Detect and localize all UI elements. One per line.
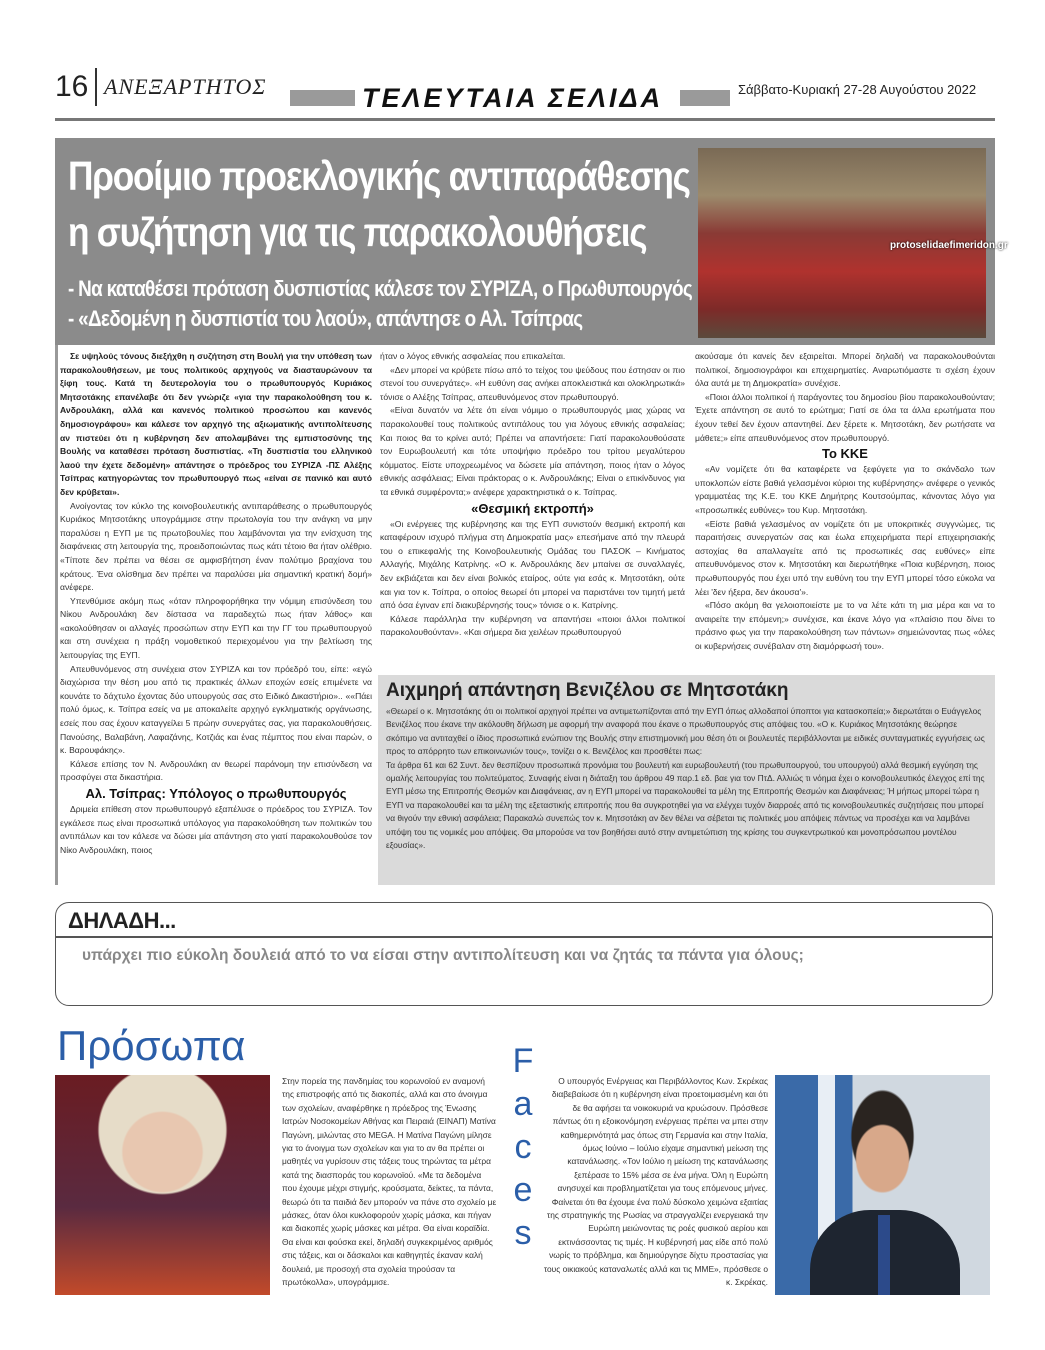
column-border: [55, 345, 58, 885]
paragraph: Κάλεσε παράλληλα την κυβέρνηση να απαντήσει «ποιοι άλλοι πολιτικοί παρακολουθούνταν». «Και σήμερα δια χειλέων πρωθυπουργού: [380, 613, 685, 638]
article-column-3: [695, 350, 995, 653]
article-column-1: [60, 350, 372, 857]
paragraph: «Δεν μπορεί να κρύβετε πίσω από το τείχος του ψεύδους που έστησαν οι πιο στενοί του συνεργάτες». «Η ευθύνη σας ανήκει αποκλειστικά και ολοκληρωτικά» τόνισε ο Αλέξης Τσίπρας, απευθυνόμενος στον πρωθυπουργό.: [380, 364, 685, 402]
paragraph: «Ποιοι άλλοι πολιτικοί ή παράγοντες του δημοσίου βίου παρακολουθούνταν; Έχετε απάντηση σε αυτό το ερώτημα; Γιατί σε όλα τα άλλα ερωτήματα που έχουν τεθεί δεν έχουν απαντηθεί. Δεν ξέρετε κ. Μητσοτάκη, δεν ρωτήσατε να μάθετε;» είπε απευθυνόμενος στον πρωθυπουργό.: [695, 391, 995, 443]
newspaper-name: ΑΝΕΞΑΡΤΗΤΟΣ: [104, 74, 267, 99]
subheadline: - Να καταθέσει πρόταση δυσπιστίας κάλεσε τον ΣΥΡΙΖΑ, ο Πρωθυπουργός: [68, 276, 693, 301]
paragraph: Απευθυνόμενος στη συνέχεια στον ΣΥΡΙΖΑ και τον πρόεδρό του, είπε: «εγώ διαχώρισα την θέση μου από τις πρακτικές άλλων εποχών εσείς επιμένετε να κουνάτε το δάχτυλο έχοντας δύο υπουργούς σας στο Ειδικό Δικαστήριο».. ««Πάει πολύ όμως, κ. Τσίπρα εσείς να με αποκαλείτε αρχηγό εγκληματικής οργάνωσης, εσείς που σας έχουν καταγγείλει 5 πρώην συνεργάτες σας, για παρακολουθήσεις. Πανούσης, Βαλαβάνη, Λαφαζάνης, Κοτζιάς και ένας πέμπτος που είναι παρών, ο κ. Βαρουφάκης».: [60, 663, 372, 756]
paragraph: Δριμεία επίθεση στον πρωθυπουργό εξαπέλυσε ο πρόεδρος του ΣΥΡΙΖΑ. Τον εγκάλεσε πως είναι προσωπικά υπόλογος για παρακολούθηση των πολιτικών του αντιπάλων και τον κάλεσε να δώσει μία απάντηση στο γιατί παρακολουθούσε τον Νίκο Ανδρουλάκη, ποιος: [60, 804, 372, 855]
paragraph: «Πόσο ακόμη θα γελοιοποιείστε με το να λέτε κάτι τη μια μέρα και να το αναιρείτε την επόμενη;» συνέχισε, και έκανε λόγο για «πλαίσιο που δίνει το πράσινο φως για την παρακολούθηση των πάντων» σημειώνοντας πως «όλες οι κυβερνήσεις συνέβαλαν στη διαμόρφωσή του».: [695, 600, 995, 651]
letter: a: [513, 1085, 533, 1123]
diladi-heading: ΔΗΛΑΔΗ...: [68, 908, 176, 933]
letter: s: [514, 1214, 532, 1252]
paragraph: ακούσαμε ότι κανείς δεν εξαιρείται. Μπορεί δηλαδή να παρακολουθούνται πολιτικοί, δημοσιογράφοι και επιχειρηματίες. Αναρωτιόμαστε τι σχέση έχουν όλα αυτά με τη Δημοκρατία» συνέχισε.: [695, 351, 995, 389]
paragraph: «Είναι δυνατόν να λέτε ότι είναι νόμιμο ο πρωθυπουργός μιας χώρας να παρακολουθεί τους πολιτικούς αντιπάλους του για λόγους εθνικής ασφαλείας; Και ποιος θα το κρίνει αυτό; Πρέπει να απαντήσετε: Γιατί παρακολουθούσατε τον Ευρωβουλευτή και τότε υποψήφιο πρόεδρο του τρίτου μεγαλύτερου κόμματος. Είστε υποχρεωμένος να δώσετε μία απάντηση, ποιος ήταν ο λόγος εθνικής ασφάλειας; Είναι πράκτορας ο κ. Ανδρουλάκης; Είναι ο επικίνδυνος για τα εθνικά συμφέροντα;» ανέφερε χαρακτηριστικά ο κ. Τσίπρας.: [380, 405, 685, 497]
paragraph: «Οι ενέργειες της κυβέρνησης και της ΕΥΠ συνιστούν θεσμική εκτροπή και καταφέρουν ισχυρό πλήγμα στη Δημοκρατία μας» επεσήμανε από την πλευρά του ο επικεφαλής της Κοινοβουλευτικής Ομάδας του ΠΑΣΟΚ – Κινήματος Αλλαγής, Μιχάλης Κατρίνης. «Ο κ. Ανδρουλάκης δεν μπαίνει σε συναλλαγές, δεν εκβιάζεται και δεν είναι βολικός εταίρος, ούτε για εσάς κ. Μητσοτάκη, ούτε και για τον κ. Τσίπρα, ο οποίος θεωρεί ότι μπορεί να παριστάνει τον τιμητή μετά από όσα έγιναν επί διακυβέρνησής τους» τόνισε ο κ. Κατρίνης.: [380, 518, 685, 611]
box-text: [386, 705, 990, 852]
box-heading: Αιχμηρή απάντηση Βενιζέλου σε Μητσοτάκη: [386, 680, 789, 701]
divider: [55, 936, 993, 938]
divider: [95, 68, 97, 106]
lead-paragraph: Σε υψηλούς τόνους διεξήχθη η συζήτηση στη Βουλή για την υπόθεση των παρακολουθήσεων, με τους πολιτικούς αρχηγούς να διασταυρώνουν τα ξίφη τους. Κατά τη δευτερολογία του ο πρωθυπουργός Κυριάκος Μητσοτάκης επανέλαβε ότι δεν γνώριζε «για την παρακολούθηση του κ. Ανδρουλάκη, αλλά και κανενός πολιτικού προσώπου και κανενός δημοσιογράφου» και κάλεσε τον αρχηγό της αξιωματικής αντιπολίτευσης αν πιστεύει ότι η κυβέρνηση δεν απολαμβάνει της εμπιστοσύνης της Βουλής να καταθέσει πρόταση δυσπιστίας. «Τη δυσπιστία του ελληνικού λαού την έχετε δεδομένη» απάντησε ο πρόεδρος του ΣΥΡΙΖΑ -ΠΣ Αλέξης Τσίπρας κατηγορώντας τον πρωθυπουργό πως «είναι σε πανικό και αυτό δεν κρύβεται».: [60, 351, 372, 497]
paragraph: ήταν ο λόγος εθνικής ασφαλείας που επικαλείται.: [380, 351, 566, 361]
issue-date: Σάββατο-Κυριακή 27-28 Αυγούστου 2022: [738, 82, 977, 97]
pagoni-text: Στην πορεία της πανδημίας του κορωνοϊού εν αναμονή της επιστροφής από τις διακοπές, αλλά και στο άνοιγμα των σχολείων, αναφέρθηκε η πρόεδρος της Ένωσης Ιατρών Νοσοκομείων Αθήνας και Πειραιά (ΕΙΝΑΠ) Ματίνα Παγώνη, μιλώντας στο MEGA. Η Ματίνα Παγώνη μίλησε για το άνοιγμα των σχολείων και για το αν θα πρέπει οι μαθητές να γυρίσουν στις τάξεις τους τηρώντας τα μέτρα κατά της διασποράς του κορωνοϊού. «Με τα δεδομένα που έχουμε μέχρι στιγμής, κρούσματα, δείκτες, τα πάντα, θεωρώ ότι τα παιδιά δεν μπορούν να πάνε στο σχολείο με μάσκες, όταν όλοι κυκλοφορούν χωρίς μάσκα, και πήγαν και διακοπές χωρίς μάσκες και μέτρα. Θα είναι κοραϊδία. Θα είναι και φούσκα εκεί, δηλαδή συγκεκριμένος αριθμός στις τάξεις, και οι δάσκαλοι και καθηγητές έκαναν καλή δουλειά, με προσοχή στα σχολεία τηρούσαν τα πρωτόκολλα», υπογράμμισε.: [282, 1076, 497, 1288]
letter: e: [513, 1171, 533, 1209]
header-bar: [680, 90, 730, 106]
section-title: ΤΕΛΕΥΤΑΙΑ ΣΕΛΙΔΑ: [362, 83, 664, 113]
article-column-2: [380, 350, 685, 640]
paragraph: Ανοίγοντας τον κύκλο της κοινοβουλευτικής αντιπαράθεσης ο πρωθυπουργός Κυριάκος Μητσοτάκης υπογράμμισε στην πρωτολογία του την ανάγκη να μην παραλύσει η ΕΥΠ με τις πρωτοβουλίες που λαμβάνονται για την ενίσχυση της διαφάνειας στη λειτουργία της, προειδοποιώντας πως κάτι τέτοιο θα ήταν ολέθριο. «Τίποτε δεν πρέπει να θέσει σε αμφισβήτηση έναν πολύτιμο βραχίονα του κράτους. Ένα ολίσθημα δεν πρέπει να παραλύσει μία σημαντική κρατική δομή» ανέφερε.: [60, 500, 372, 593]
photo-tie: [878, 1215, 890, 1295]
watermark: protoselidaefimeridon.gr: [890, 240, 1008, 251]
paragraph: «Είστε βαθιά γελασμένος αν νομίζετε ότι με υποκριτικές συγγνώμες, τις παραιτήσεις συνεργατών σας και έωλα επιχειρήματα περί επιχειρησιακής αστοχίας θα απαλλαγείτε από τις προσωπικές σας ευθύνες» είπε απευθυνόμενος στον κ. Μητσοτάκη και διερωτήθηκε «Ποια κυβέρνηση, ποιος πρωθυπουργός που έχει υπό την ευθύνη του την ΕΥΠ μπορεί τόσο εύκολα να λέει 'δεν ήξερα, δεν άκουσα'».: [695, 518, 995, 597]
faces-title: Πρόσωπα: [57, 1022, 246, 1069]
subheading: Αλ. Τσίπρας: Υπόλογος ο πρωθυπουργός: [85, 786, 347, 801]
paragraph: Τα άρθρα 61 και 62 Συντ. δεν θεσπίζουν προσωπικά προνόμια του βουλευτή και ευρωβουλευτή (του πρωθυπουργού, του υπουργού) αλλά θεσμική εγγύηση της ομαλής λειτουργίας του πολιτεύματος. Συναφής είναι η διάταξη του άρθρου 49 παρ.1 εδ. βαε για τον ΠτΔ. Αλλιώς τι νόημα έχει ο κοινοβουλευτικός έλεγχος επί της ΕΥΠ μέσω της Επιτροπής Θεσμών και Διαφάνειας, αν η ΕΥΠ μπορεί να παρακολουθεί τα μέλη της Επιτροπής Θεσμών και Διαφάνειας; Ή μήπως μπορεί τώρα η ΕΥΠ να παρακολουθεί και τα μέλη της εξεταστικής επιτροπής που θα συγκροτηθεί για να ελέγχει τυχόν διαρροές από τις κοινοβουλευτικές συζητήσεις που μπορεί να θιγούν την εθνική ασφάλεια; Παρακαλώ συνεπώς τον κ. Μητσοτάκη αν δεν θέλει να σέβεται τις πολιτικές μου απόψεις πάντως να προσέχει και να λαμβάνει υπόψη του τις νομικές μου απόψεις. Θα μπορούσε να τον βοηθήσει αυτό στην αντιμετώπιση της κρίσης του συγκεντρωτικού και μονοπρόσωπου μοντέλου εξουσίας».: [386, 759, 985, 851]
header-rule: [55, 118, 995, 121]
subheading: Το ΚΚΕ: [822, 446, 868, 462]
page-number: 16: [55, 70, 89, 103]
pagoni-photo: [55, 1075, 270, 1295]
header-bar: [290, 90, 355, 106]
faces-vertical-label: [508, 1040, 538, 1255]
letter: F: [512, 1042, 534, 1080]
paragraph: «Θεωρεί ο κ. Μητσοτάκης ότι οι πολιτικοί αρχηγοί πρέπει να αντιμετωπίζονται από την ΕΥΠ όπως αλλοδαποί ύποπτοι για κατασκοπεία;» διερωτάται ο Ευάγγελος Βενιζέλος που έκανε την ακόλουθη δήλωση με αφορμή την αναφορά που έκανε ο πρωθυπουργός στις απόψεις του. «Ο κ. Κυριάκος Μητσοτάκης θεώρησε σκόπιμο να αντιταχθεί ο ίδιος προσωπικά ενώπιον της Βουλής στην επιστημονική μου θέση ότι οι βουλευτές περιβάλλονται με ειδικές συνταγματικές εγγυήσεις ως προς το απόρρητο των επικοινωνιών τους», τονίζει ο κ. Βενιζέλος και προσθέτει πως:: [386, 706, 985, 757]
subheading: «Θεσμική εκτροπή»: [471, 500, 594, 516]
letter: c: [514, 1128, 532, 1166]
headline: Προοίμιο προεκλογικής αντιπαράθεσης η συζήτηση για τις παρακολουθήσεις: [68, 153, 690, 255]
paragraph: «Αν νομίζετε ότι θα καταφέρετε να ξεφύγετε για το σκάνδαλο των υποκλοπών είστε βαθιά γελασμένοι κύριοι της κυβέρνησης» ανέφερε ο γενικός γραμματέας της Κ.Ε. του ΚΚΕ Δημήτρης Κουτσούμπας, κάνοντας λόγο για «προσωπικές ευθύνες» του Κυρ. Μητσοτάκη.: [695, 464, 995, 515]
diladi-text: υπάρχει πιο εύκολη δουλειά από το να είσαι στην αντιπολίτευση και να ζητάς τα πάντα για όλους;: [82, 947, 804, 964]
paragraph: Υπενθύμισε ακόμη πως «όταν πληροφορήθηκα την νόμιμη επισύνδεση του Νίκου Ανδρουλάκη δεν δίστασα να παραδεχτώ πως ήταν λάθος» και «ακολούθησαν οι αλλαγές προσώπων στην ΕΥΠ και την ΓΓ του πρωθυπουργού και στη συνέχεια η πράξη νομοθετικού περιεχομένου για την βελτίωση της λειτουργίας της ΕΥΠ.: [60, 595, 372, 661]
skrekas-text: Ο υπουργός Ενέργειας και Περιβάλλοντος Κων. Σκρέκας διαβεβαίωσε ότι η κυβέρνηση είναι προετοιμασμένη και ότι δε θα αφήσει τα νοικοκυριά να κρυώσουν. Πρόσθεσε πάντως ότι η εξοικονόμηση ενέργειας πρέπει να μπει στην καθημερινότητά μας όπως στη Γερμανία και στην Ιταλία, όμως Ιούνιο – Ιούλιο είχαμε σημαντική μείωση της κατανάλωσης. «Τον Ιούλιο η μείωση της κατανάλωσης ξεπέρασε το 15% μέσα σε ένα μήνα. Όλη η Ευρώπη ανησυχεί και προβληματίζεται για τους επόμενους μήνες. Φαίνεται ότι θα έχουμε ένα πολύ δύσκολο χειμώνα εξαιτίας της στρατηγικής της Ρωσίας να στραγγαλίζει ενεργειακά την Ευρώπη μειώνοντας τις ροές φυσικού αερίου και εκτινάσσοντας τις τιμές. Η κυβέρνησή μας είδε από πολύ νωρίς το πρόβλημα, και δημιούργησε δίχτυ προστασίας για τους οικιακούς καταναλωτές αλλά και τις ΜΜΕ», πρόσθεσε ο κ. Σκρέκας.: [543, 1076, 768, 1288]
subheadline: - «Δεδομένη η δυσπιστία του λαού», απάντησε ο Αλ. Τσίπρας: [68, 306, 583, 331]
paragraph: Κάλεσε επίσης τον Ν. Ανδρουλάκη αν θεωρεί παράνομη την επισύνδεση να προσφύγει στα δικαστήρια.: [60, 758, 372, 783]
